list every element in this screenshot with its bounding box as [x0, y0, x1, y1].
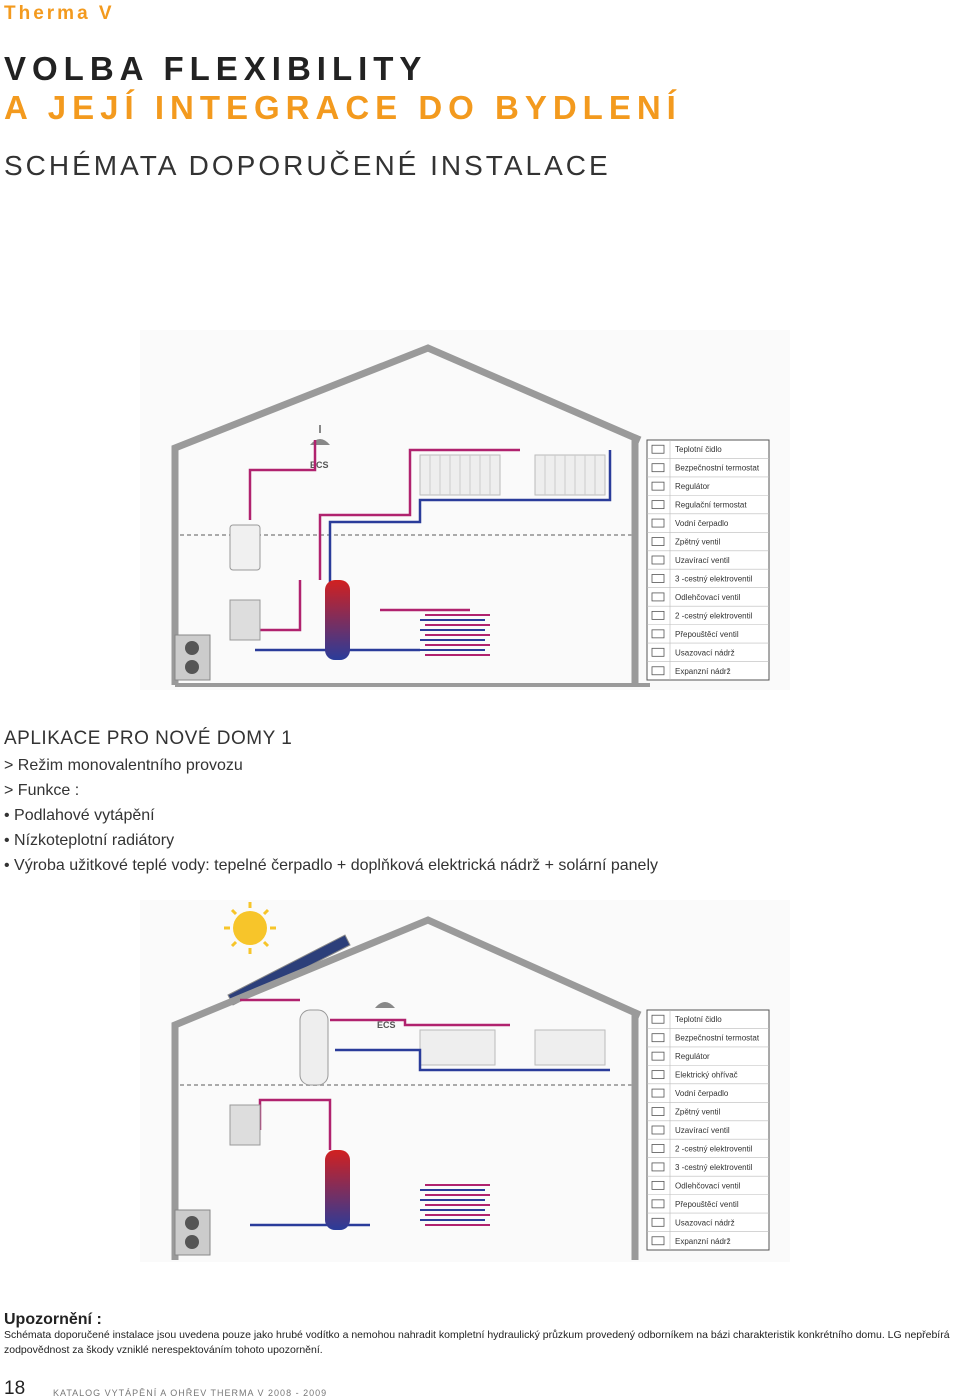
- shutoff-valve-icon: [652, 556, 664, 564]
- legend-label: Teplotní čidlo: [675, 445, 722, 455]
- water-pump-icon: [652, 1089, 664, 1097]
- legend-label: Regulátor: [675, 1052, 710, 1062]
- legend-label: Zpětný ventil: [675, 537, 721, 547]
- expansion-tank-icon: [652, 1237, 664, 1245]
- underfloor-heating: [420, 615, 490, 655]
- legend-label: Bezpečnostní termostat: [675, 463, 760, 473]
- application-line-4: • Nízkoteplotní radiátory: [4, 832, 175, 849]
- ecs-label: ECS: [310, 460, 329, 470]
- legend-label: Expanzní nádrž: [675, 1236, 731, 1246]
- legend-label: Uzavírací ventil: [675, 556, 730, 565]
- installation-diagram-1: [140, 330, 790, 690]
- radiator-2: [535, 1030, 605, 1065]
- dhw-tank: [300, 1010, 328, 1085]
- legend-label: Uzavírací ventil: [675, 1126, 730, 1135]
- temperature-sensor-icon: [652, 1015, 664, 1023]
- shower-icon: [375, 1002, 395, 1008]
- legend-label: Usazovací nádrž: [675, 1218, 735, 1228]
- legend-2: [647, 1010, 769, 1250]
- legend-label: 2 -cestný elektroventil: [675, 611, 753, 621]
- legend-label: Vodní čerpadlo: [675, 1089, 729, 1099]
- temperature-sensor-icon: [652, 445, 664, 453]
- catalog-footer: KATALOG VYTÁPĚNÍ A OHŘEV THERMA V 2008 - 2009: [53, 1388, 328, 1398]
- legend-label: 3 -cestný elektroventil: [675, 574, 753, 584]
- check-valve-icon: [652, 538, 664, 546]
- legend-label: Přepouštěcí ventil: [675, 629, 739, 639]
- house-outline: [175, 920, 640, 1260]
- warning-text: Schémata doporučené instalace jsou uvedena pouze jako hrubé vodítko a nemohou nahradit kompletní hydraulický průzkum provedený odborníkem na bázi charakteristik konkrétního domu. LG nepřebírá zodpovědnost za škody vzniklé nerespektováním tohoto upozornění.: [4, 1329, 950, 1356]
- boiler-unit: [230, 525, 260, 570]
- page-title-line2: A JEJÍ INTEGRACE DO BYDLENÍ: [4, 89, 682, 126]
- radiator-2: [535, 455, 605, 495]
- legend-label: Přepouštěcí ventil: [675, 1199, 739, 1209]
- page-number: 18: [4, 1378, 26, 1399]
- hydro-unit: [230, 600, 260, 640]
- ecs-label: ECS: [377, 1020, 396, 1030]
- section-subtitle: SCHÉMATA DOPORUČENÉ INSTALACE: [4, 150, 611, 181]
- application-line-2: > Funkce :: [4, 782, 80, 799]
- brand-title: Therma V: [4, 3, 115, 24]
- legend-label: 3 -cestný elektroventil: [675, 1162, 753, 1172]
- legend-label: Elektrický ohřívač: [675, 1070, 738, 1080]
- buffer-tank: [325, 580, 350, 660]
- settling-tank-icon: [652, 648, 664, 656]
- legend-label: Zpětný ventil: [675, 1107, 721, 1117]
- legend-1: [647, 440, 769, 680]
- legend-label: 2 -cestný elektroventil: [675, 1144, 753, 1154]
- legend-label: Bezpečnostní termostat: [675, 1033, 760, 1043]
- shutoff-valve-icon: [652, 1126, 664, 1134]
- buffer-tank: [325, 1150, 350, 1230]
- sun-icon: [224, 902, 276, 954]
- installation-diagram-2: [140, 900, 790, 1262]
- legend-label: Usazovací nádrž: [675, 648, 735, 658]
- application-line-3: • Podlahové vytápění: [4, 807, 155, 824]
- legend-label: Regulátor: [675, 482, 710, 492]
- page-title-line1: VOLBA FLEXIBILITY: [4, 50, 428, 87]
- legend-label: Vodní čerpadlo: [675, 519, 729, 529]
- expansion-tank-icon: [652, 667, 664, 675]
- two-way-valve-icon: [652, 611, 664, 619]
- control-thermostat-icon: [652, 501, 664, 509]
- relief-valve-icon: [652, 593, 664, 601]
- radiator-1: [420, 1030, 495, 1065]
- warning-title: Upozornění :: [4, 1311, 102, 1328]
- application-title: APLIKACE PRO NOVÉ DOMY 1: [4, 728, 293, 749]
- application-line-1: > Režim monovalentního provozu: [4, 757, 243, 774]
- radiator-1: [420, 455, 500, 495]
- bypass-valve-icon: [652, 630, 664, 638]
- bypass-valve-icon: [652, 1200, 664, 1208]
- outdoor-unit: [175, 635, 210, 680]
- legend-label: Expanzní nádrž: [675, 666, 731, 676]
- safety-thermostat-icon: [652, 1034, 664, 1042]
- controller-icon: [652, 482, 664, 490]
- legend-label: Odlehčovací ventil: [675, 1181, 741, 1191]
- legend-label: Regulační termostat: [675, 500, 747, 510]
- underfloor-heating: [420, 1185, 490, 1225]
- legend-label: Odlehčovací ventil: [675, 592, 741, 602]
- check-valve-icon: [652, 1108, 664, 1116]
- three-way-valve-icon: [652, 1163, 664, 1171]
- settling-tank-icon: [652, 1218, 664, 1226]
- relief-valve-icon: [652, 1181, 664, 1189]
- controller-icon: [652, 1052, 664, 1060]
- legend-label: Teplotní čidlo: [675, 1015, 722, 1025]
- safety-thermostat-icon: [652, 464, 664, 472]
- electric-heater-icon: [652, 1071, 664, 1079]
- application-line-5: • Výroba užitkové teplé vody: tepelné čerpadlo + doplňková elektrická nádrž + solární panely: [4, 857, 658, 874]
- water-pump-icon: [652, 519, 664, 527]
- three-way-valve-icon: [652, 574, 664, 582]
- outdoor-unit: [175, 1210, 210, 1255]
- hydro-unit: [230, 1105, 260, 1145]
- shower-icon: [310, 425, 330, 445]
- two-way-valve-icon: [652, 1144, 664, 1152]
